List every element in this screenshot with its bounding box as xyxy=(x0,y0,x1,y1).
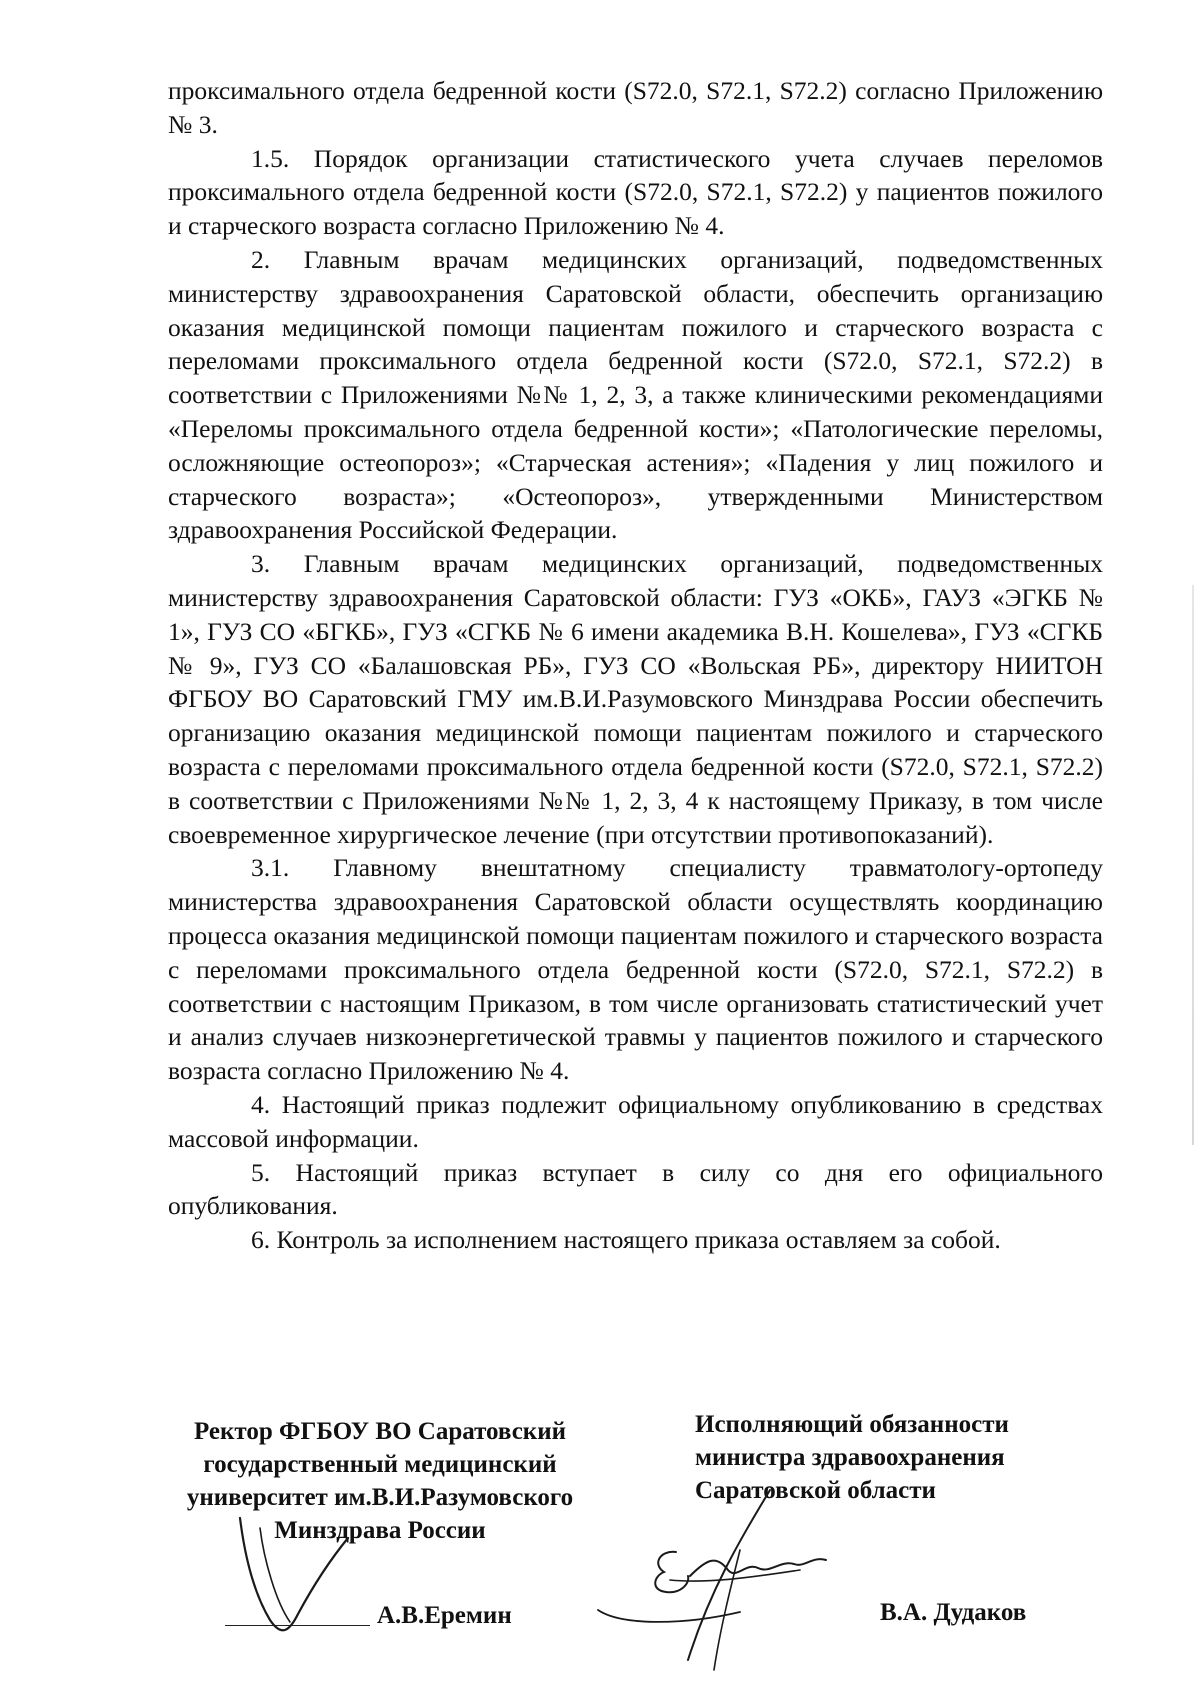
paragraph-6: 6. Контроль за исполнением настоящего приказа оставляем за собой. xyxy=(251,1225,1001,1255)
right-handwritten-signature xyxy=(590,1480,870,1680)
paragraph-3: 3. Главным врачам медицинских организаций, подведомственных министерству здравоохранения Саратовской области: ГУЗ «ОКБ», ГАУЗ «ЭГКБ № 1», ГУЗ СО «БГКБ», ГУЗ «СГКБ № 6 имени академика В.Н. Кошелева», ГУЗ «СГКБ № 9», ГУЗ СО «Балашовская РБ», ГУЗ СО «Вольская РБ», директору НИИТОН ФГБОУ ВО Саратовский ГМУ им.В.И.Разумовского Минздрава России обеспечить организацию оказания медицинской помощи пациентам пожилого и старческого возраста с переломами проксимального отдела бедренной кости (S72.0, S72.1, S72.2) в соответствии с Приложениями №№ 1, 2, 3, 4 к настоящему Приказу, в том числе своевременное хирургическое лечение (при отсутствии противопоказаний). xyxy=(168,549,1103,849)
right-signatory-name: В.А. Дудаков xyxy=(880,1599,1027,1626)
left-title-line: государственный медицинский xyxy=(203,1451,557,1478)
right-title-line: Саратовской области xyxy=(695,1477,936,1504)
left-signatory-name: А.В.Еремин xyxy=(377,1602,512,1629)
right-title-line: министра здравоохранения xyxy=(695,1444,1005,1471)
paragraph-2: 2. Главным врачам медицинских организаций, подведомственных министерству здравоохранения Саратовской области, обеспечить организацию оказания медицинской помощи пациентам пожилого и старческого возраста с переломами проксимального отдела бедренной кости (S72.0, S72.1, S72.2) в соответствии с Приложениями №№ 1, 2, 3, а также клиническими рекомендациями «Переломы проксимального отдела бедренной кости»; «Патологические переломы, осложняющие остеопороз»; «Старческая астения»; «Падения у лиц пожилого и старческого возраста»; «Остеопороз», утвержденными Министерством здравоохранения Российской Федерации. xyxy=(168,244,1103,545)
left-title-line: Ректор ФГБОУ ВО Саратовский xyxy=(193,1418,567,1445)
left-title-line: Минздрава России xyxy=(274,1517,486,1544)
scan-edge-artifact xyxy=(1192,585,1194,1145)
right-title-line: Исполняющий обязанности xyxy=(695,1411,1009,1438)
paragraph-5: 5. Настоящий приказ вступает в силу со дня его официального опубликования. xyxy=(168,1157,1103,1221)
left-handwritten-signature xyxy=(230,1510,390,1640)
left-title-line: университет им.В.И.Разумовского xyxy=(186,1484,574,1511)
document-body xyxy=(168,74,1103,1257)
paragraph-4: 4. Настоящий приказ подлежит официальному опубликованию в средствах массовой информации. xyxy=(168,1089,1103,1153)
paragraph-3-1: 3.1. Главному внештатному специалисту травматологу-ортопеду министерства здравоохранения Саратовской области осуществлять координацию процесса оказания медицинской помощи пациентам пожилого и старческого возраста с переломами проксимального отдела бедренной кости (S72.0, S72.1, S72.2) в соответствии с настоящим Приказом, в том числе организовать статистический учет и анализ случаев низкоэнергетической травмы у пациентов пожилого и старческого возраста согласно Приложению № 4. xyxy=(168,853,1103,1086)
paragraph-1-5: 1.5. Порядок организации статистического учета случаев переломов проксимального отдела бедренной кости (S72.0, S72.1, S72.2) у пациентов пожилого и старческого возраста согласно Приложению № 4. xyxy=(168,143,1103,241)
paragraph-continuation: проксимального отдела бедренной кости (S72.0, S72.1, S72.2) согласно Приложению № 3. xyxy=(168,76,1103,139)
